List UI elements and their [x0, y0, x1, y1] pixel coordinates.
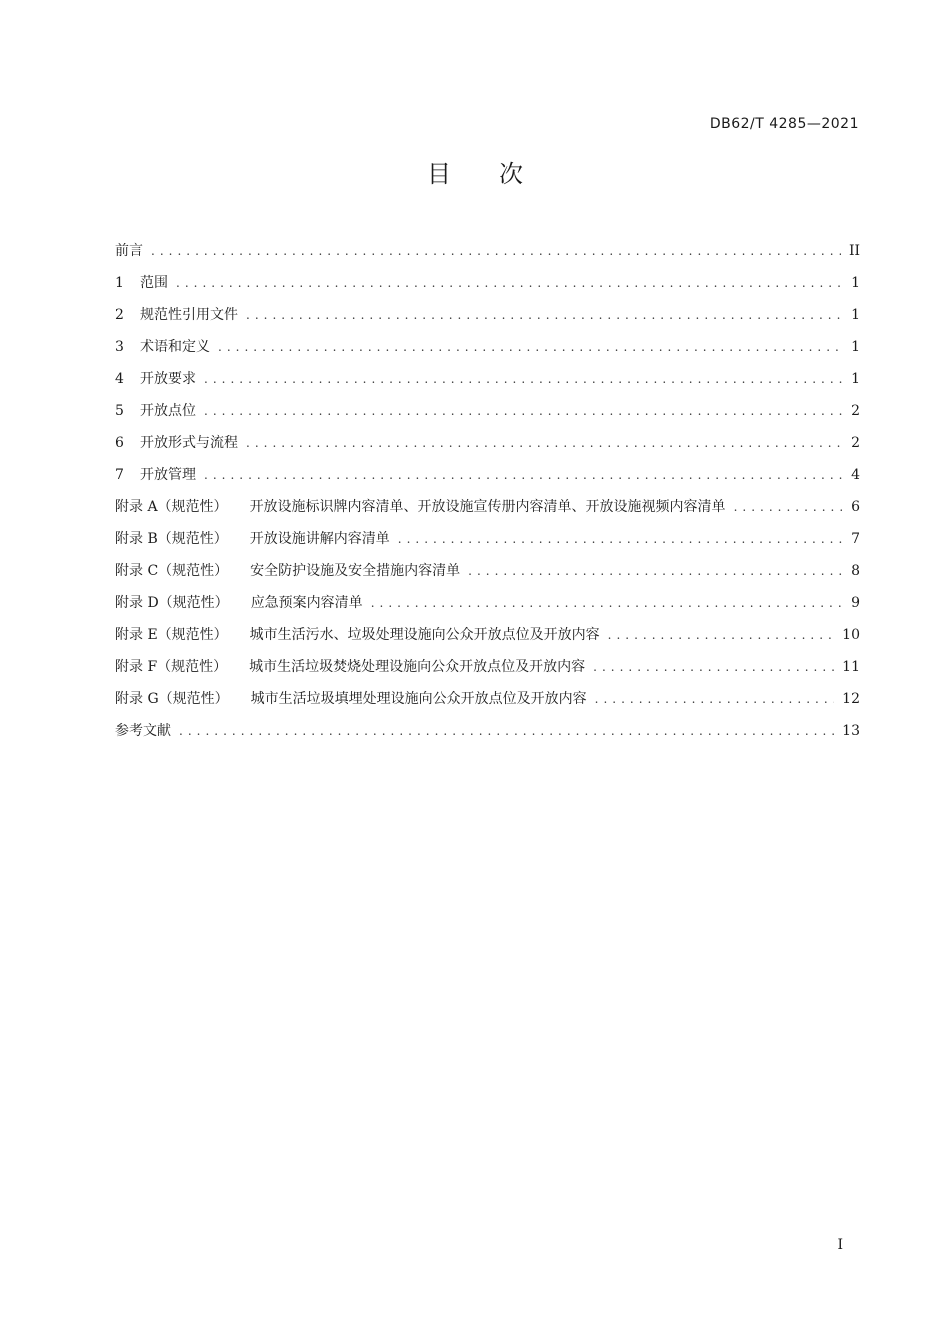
- toc-entry-title: 开放要求: [140, 371, 196, 387]
- toc-dot-leader: [204, 404, 842, 418]
- toc-entry-page: 9: [851, 595, 860, 611]
- toc-entry[interactable]: [115, 688, 860, 720]
- toc-dot-leader: [398, 532, 842, 546]
- toc-entry-title: 开放形式与流程: [140, 435, 238, 451]
- toc-entry[interactable]: [115, 592, 860, 624]
- toc-entry[interactable]: [115, 560, 860, 592]
- toc-dot-leader: [595, 692, 835, 706]
- toc-entry-page: 8: [851, 563, 860, 579]
- toc-entry-appendix-label: 附录 B（规范性）: [115, 531, 228, 547]
- toc-entry-title: 应急预案内容清单: [250, 595, 363, 611]
- toc-entry-page: 6: [851, 499, 860, 515]
- toc-dot-leader: [593, 660, 834, 674]
- toc-entry-number: 1: [115, 275, 124, 291]
- toc-entry-page: 13: [842, 723, 860, 739]
- toc-entry-title: 术语和定义: [140, 339, 210, 355]
- toc-dot-leader: [734, 500, 842, 514]
- toc-entry-appendix-label: 附录 E（规范性）: [115, 627, 228, 643]
- toc-dot-leader: [204, 372, 842, 386]
- toc-entry[interactable]: [115, 720, 860, 752]
- toc-entry-number: 6: [115, 435, 124, 451]
- toc-entry-title: 城市生活污水、垃圾处理设施向公众开放点位及开放内容: [249, 627, 600, 643]
- toc-dot-leader: [151, 244, 841, 258]
- toc-entry[interactable]: [115, 400, 860, 432]
- document-code: DB62/T 4285—2021: [709, 116, 859, 132]
- toc-entry-page: 1: [851, 307, 860, 323]
- toc-entry-number: 5: [115, 403, 124, 419]
- toc-entry[interactable]: [115, 272, 860, 304]
- toc-entry-appendix-label: 附录 A（规范性）: [115, 499, 228, 515]
- toc-entry-page: 1: [851, 371, 860, 387]
- toc-dot-leader: [179, 724, 834, 738]
- toc-entry-page: 2: [851, 435, 860, 451]
- page-number: I: [837, 1237, 843, 1253]
- table-of-contents: [115, 240, 860, 752]
- toc-entry-page: II: [848, 243, 860, 259]
- toc-dot-leader: [176, 276, 842, 290]
- toc-dot-leader: [246, 308, 842, 322]
- toc-entry-title: 参考文献: [115, 723, 171, 739]
- toc-dot-leader: [218, 340, 842, 354]
- toc-entry-appendix-label: 附录 C（规范性）: [115, 563, 229, 579]
- toc-entry[interactable]: [115, 624, 860, 656]
- toc-entry-title: 开放点位: [140, 403, 196, 419]
- toc-entry-page: 1: [851, 275, 860, 291]
- toc-entry[interactable]: [115, 496, 860, 528]
- toc-entry-number: 3: [115, 339, 124, 355]
- toc-entry-title: 规范性引用文件: [140, 307, 238, 323]
- toc-entry-number: 4: [115, 371, 124, 387]
- toc-entry-title: 开放设施标识牌内容清单、开放设施宣传册内容清单、开放设施视频内容清单: [249, 499, 726, 515]
- toc-entry-page: 10: [842, 627, 860, 643]
- page-title: 目次: [427, 160, 571, 188]
- toc-entry-title: 范围: [140, 275, 168, 291]
- toc-dot-leader: [204, 468, 842, 482]
- toc-entry-title: 开放设施讲解内容清单: [249, 531, 390, 547]
- toc-entry-page: 11: [842, 659, 860, 675]
- toc-entry[interactable]: [115, 336, 860, 368]
- toc-entry-title: 城市生活垃圾焚烧处理设施向公众开放点位及开放内容: [249, 659, 586, 675]
- toc-entry[interactable]: [115, 240, 860, 272]
- toc-entry-page: 2: [851, 403, 860, 419]
- toc-entry-page: 1: [851, 339, 860, 355]
- toc-entry[interactable]: [115, 432, 860, 464]
- toc-dot-leader: [608, 628, 835, 642]
- toc-entry-title: 安全防护设施及安全措施内容清单: [250, 563, 461, 579]
- toc-entry-title: 开放管理: [140, 467, 196, 483]
- toc-entry-title: 前言: [115, 243, 143, 259]
- toc-entry[interactable]: [115, 464, 860, 496]
- toc-entry[interactable]: [115, 528, 860, 560]
- toc-dot-leader: [246, 436, 842, 450]
- toc-entry-number: 2: [115, 307, 124, 323]
- toc-entry-title: 城市生活垃圾填埋处理设施向公众开放点位及开放内容: [250, 691, 587, 707]
- toc-entry-number: 7: [115, 467, 124, 483]
- toc-entry-appendix-label: 附录 G（规范性）: [115, 691, 229, 707]
- toc-dot-leader: [468, 564, 842, 578]
- toc-entry-page: 4: [851, 467, 860, 483]
- toc-entry[interactable]: [115, 304, 860, 336]
- toc-entry-page: 12: [842, 691, 860, 707]
- toc-entry[interactable]: [115, 656, 860, 688]
- toc-entry[interactable]: [115, 368, 860, 400]
- toc-entry-appendix-label: 附录 D（规范性）: [115, 595, 229, 611]
- toc-entry-appendix-label: 附录 F（规范性）: [115, 659, 228, 675]
- toc-dot-leader: [371, 596, 842, 610]
- toc-entry-page: 7: [851, 531, 860, 547]
